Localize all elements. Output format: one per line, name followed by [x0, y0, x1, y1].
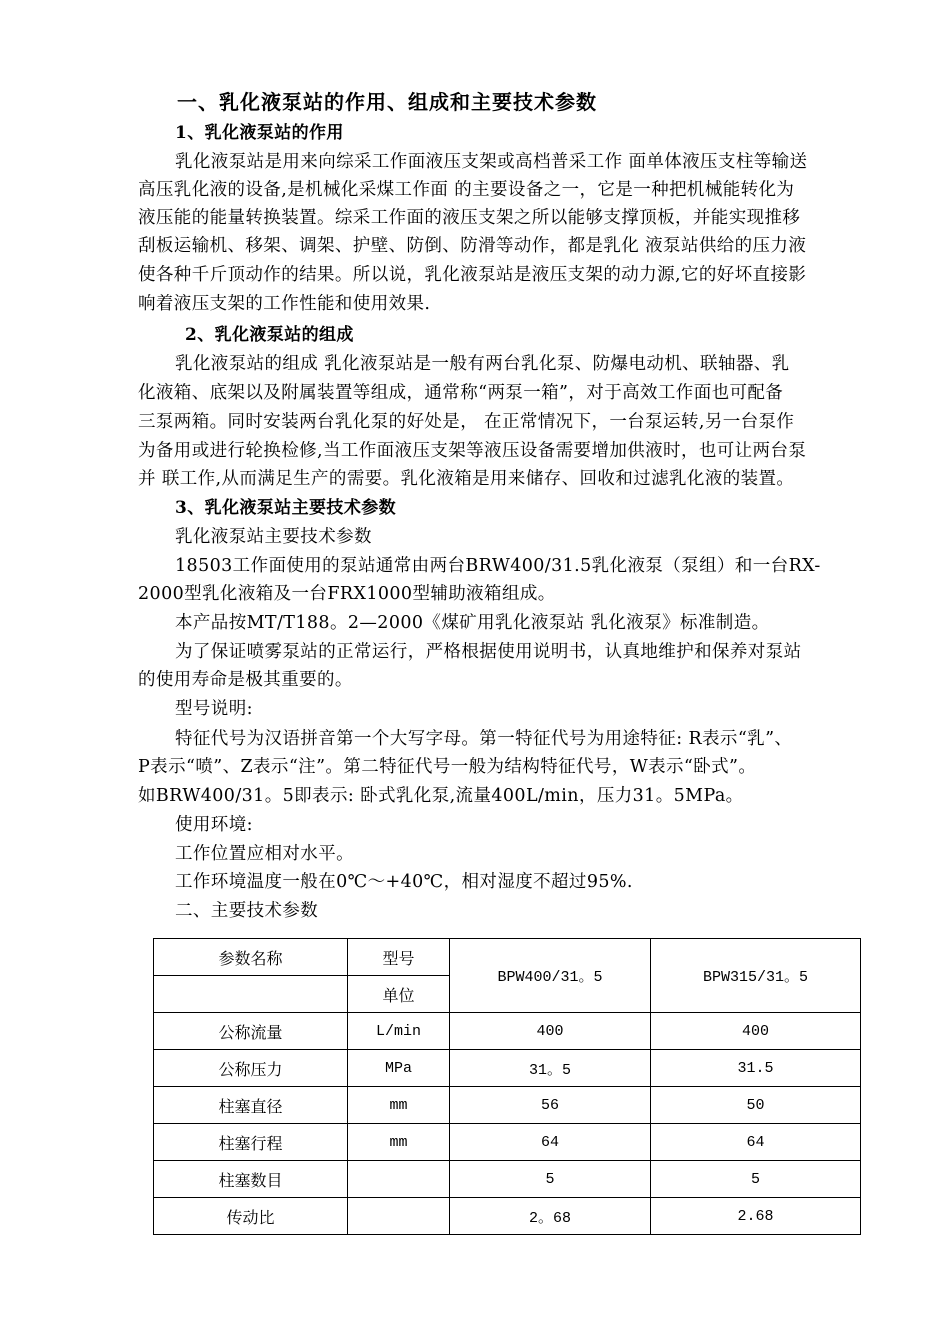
- heading-parameters: 3、乳化液泵站主要技术参数: [175, 498, 397, 518]
- header-col-bpw400: BPW400/31。5: [450, 939, 651, 1013]
- paragraph-line: 刮板运输机、移架、调架、护壁、防倒、防滑等动作，都是乳化 液泵站供给的压力液: [138, 236, 807, 256]
- header-empty-cell: [154, 976, 348, 1013]
- table-row: [154, 1087, 861, 1124]
- paragraph-line: 二、主要技术参数: [175, 901, 319, 921]
- row-value-1: 56: [450, 1087, 651, 1124]
- row-value-2: 64: [651, 1124, 861, 1161]
- paragraph-line: 并 联工作,从而满足生产的需要。乳化液箱是用来储存、回收和过滤乳化液的装置。: [138, 469, 795, 489]
- table-row: [154, 1124, 861, 1161]
- paragraph-line: 为备用或进行轮换检修,当工作面液压支架等液压设备需要增加供液时，也可让两台泵: [138, 441, 807, 461]
- parameters-table: [153, 938, 861, 1235]
- row-unit: [348, 1161, 450, 1198]
- paragraph-line: 18503工作面使用的泵站通常由两台BRW400/31.5乳化液泵（泵组）和一台RX-: [175, 556, 821, 576]
- table-row: [154, 1013, 861, 1050]
- paragraph-line: 为了保证喷雾泵站的正常运行，严格根据使用说明书，认真地维护和保养对泵站: [175, 642, 802, 662]
- row-value-1: 5: [450, 1161, 651, 1198]
- row-value-2: 400: [651, 1013, 861, 1050]
- paragraph-line: 型号说明:: [175, 699, 253, 719]
- row-value-2: 5: [651, 1161, 861, 1198]
- row-name: 传动比: [154, 1198, 348, 1235]
- header-param-name: 参数名称: [154, 939, 348, 976]
- paragraph-line: 三泵两箱。同时安装两台乳化泵的好处是， 在正常情况下，一台泵运转,另一台泵作: [138, 412, 795, 432]
- row-name: 公称流量: [154, 1013, 348, 1050]
- row-value-1: 31。5: [450, 1050, 651, 1087]
- section-title: 一、乳化液泵站的作用、组成和主要技术参数: [177, 90, 597, 114]
- row-value-1: 400: [450, 1013, 651, 1050]
- row-name: 公称压力: [154, 1050, 348, 1087]
- paragraph-line: 特征代号为汉语拼音第一个大写字母。第一特征代号为用途特征: R表示“乳”、: [175, 729, 793, 749]
- row-value-1: 64: [450, 1124, 651, 1161]
- paragraph-line: 化液箱、底架以及附属装置等组成，通常称“两泵一箱”，对于高效工作面也可配备: [138, 383, 784, 403]
- paragraph-line: 使用环境:: [175, 815, 253, 835]
- row-value-2: 31.5: [651, 1050, 861, 1087]
- table-row: [154, 1050, 861, 1087]
- row-unit: mm: [348, 1087, 450, 1124]
- header-col-bpw315: BPW315/31。5: [651, 939, 861, 1013]
- paragraph-line: 高压乳化液的设备,是机械化采煤工作面 的主要设备之一，它是一种把机械能转化为: [138, 180, 795, 200]
- paragraph-line: P表示“喷”、Z表示“注”。第二特征代号一般为结构特征代号，W表示“卧式”。: [138, 757, 757, 777]
- row-value-1: 2。68: [450, 1198, 651, 1235]
- row-name: 柱塞直径: [154, 1087, 348, 1124]
- heading-composition: 2、乳化液泵站的组成: [185, 325, 354, 345]
- row-name: 柱塞行程: [154, 1124, 348, 1161]
- table-row: [154, 1161, 861, 1198]
- row-value-2: 50: [651, 1087, 861, 1124]
- row-value-2: 2.68: [651, 1198, 861, 1235]
- paragraph-line: 的使用寿命是极其重要的。: [138, 670, 353, 690]
- paragraph-line: 使各种千斤顶动作的结果。所以说，乳化液泵站是液压支架的动力源,它的好坏直接影: [138, 265, 807, 285]
- paragraph-line: 2000型乳化液箱及一台FRX1000型辅助液箱组成。: [138, 584, 556, 604]
- paragraph-line: 工作环境温度一般在0℃～+40℃，相对湿度不超过95%.: [175, 872, 633, 892]
- header-model: 型号: [348, 939, 450, 976]
- paragraph-line: 乳化液泵站是用来向综采工作面液压支架或高档普采工作 面单体液压支柱等输送: [175, 152, 808, 172]
- row-unit: L/min: [348, 1013, 450, 1050]
- table-row: [154, 1198, 861, 1235]
- paragraph-line: 如BRW400/31。5即表示: 卧式乳化泵,流量400L/min，压力31。5MPa。: [138, 786, 744, 806]
- table-header-row: [154, 939, 861, 976]
- paragraph-line: 乳化液泵站主要技术参数: [175, 527, 372, 547]
- header-unit: 单位: [348, 976, 450, 1013]
- paragraph-line: 工作位置应相对水平。: [175, 844, 354, 864]
- row-unit: [348, 1198, 450, 1235]
- row-unit: MPa: [348, 1050, 450, 1087]
- heading-function: 1、乳化液泵站的作用: [175, 123, 344, 143]
- paragraph-line: 响着液压支架的工作性能和使用效果.: [138, 294, 431, 314]
- row-name: 柱塞数目: [154, 1161, 348, 1198]
- row-unit: mm: [348, 1124, 450, 1161]
- paragraph-line: 乳化液泵站的组成 乳化液泵站是一般有两台乳化泵、防爆电动机、联轴器、乳: [175, 354, 790, 374]
- paragraph-line: 本产品按MT/T188。2—2000《煤矿用乳化液泵站 乳化液泵》标准制造。: [175, 613, 770, 633]
- paragraph-line: 液压能的能量转换装置。综采工作面的液压支架之所以能够支撑顶板，并能实现推移: [138, 208, 801, 228]
